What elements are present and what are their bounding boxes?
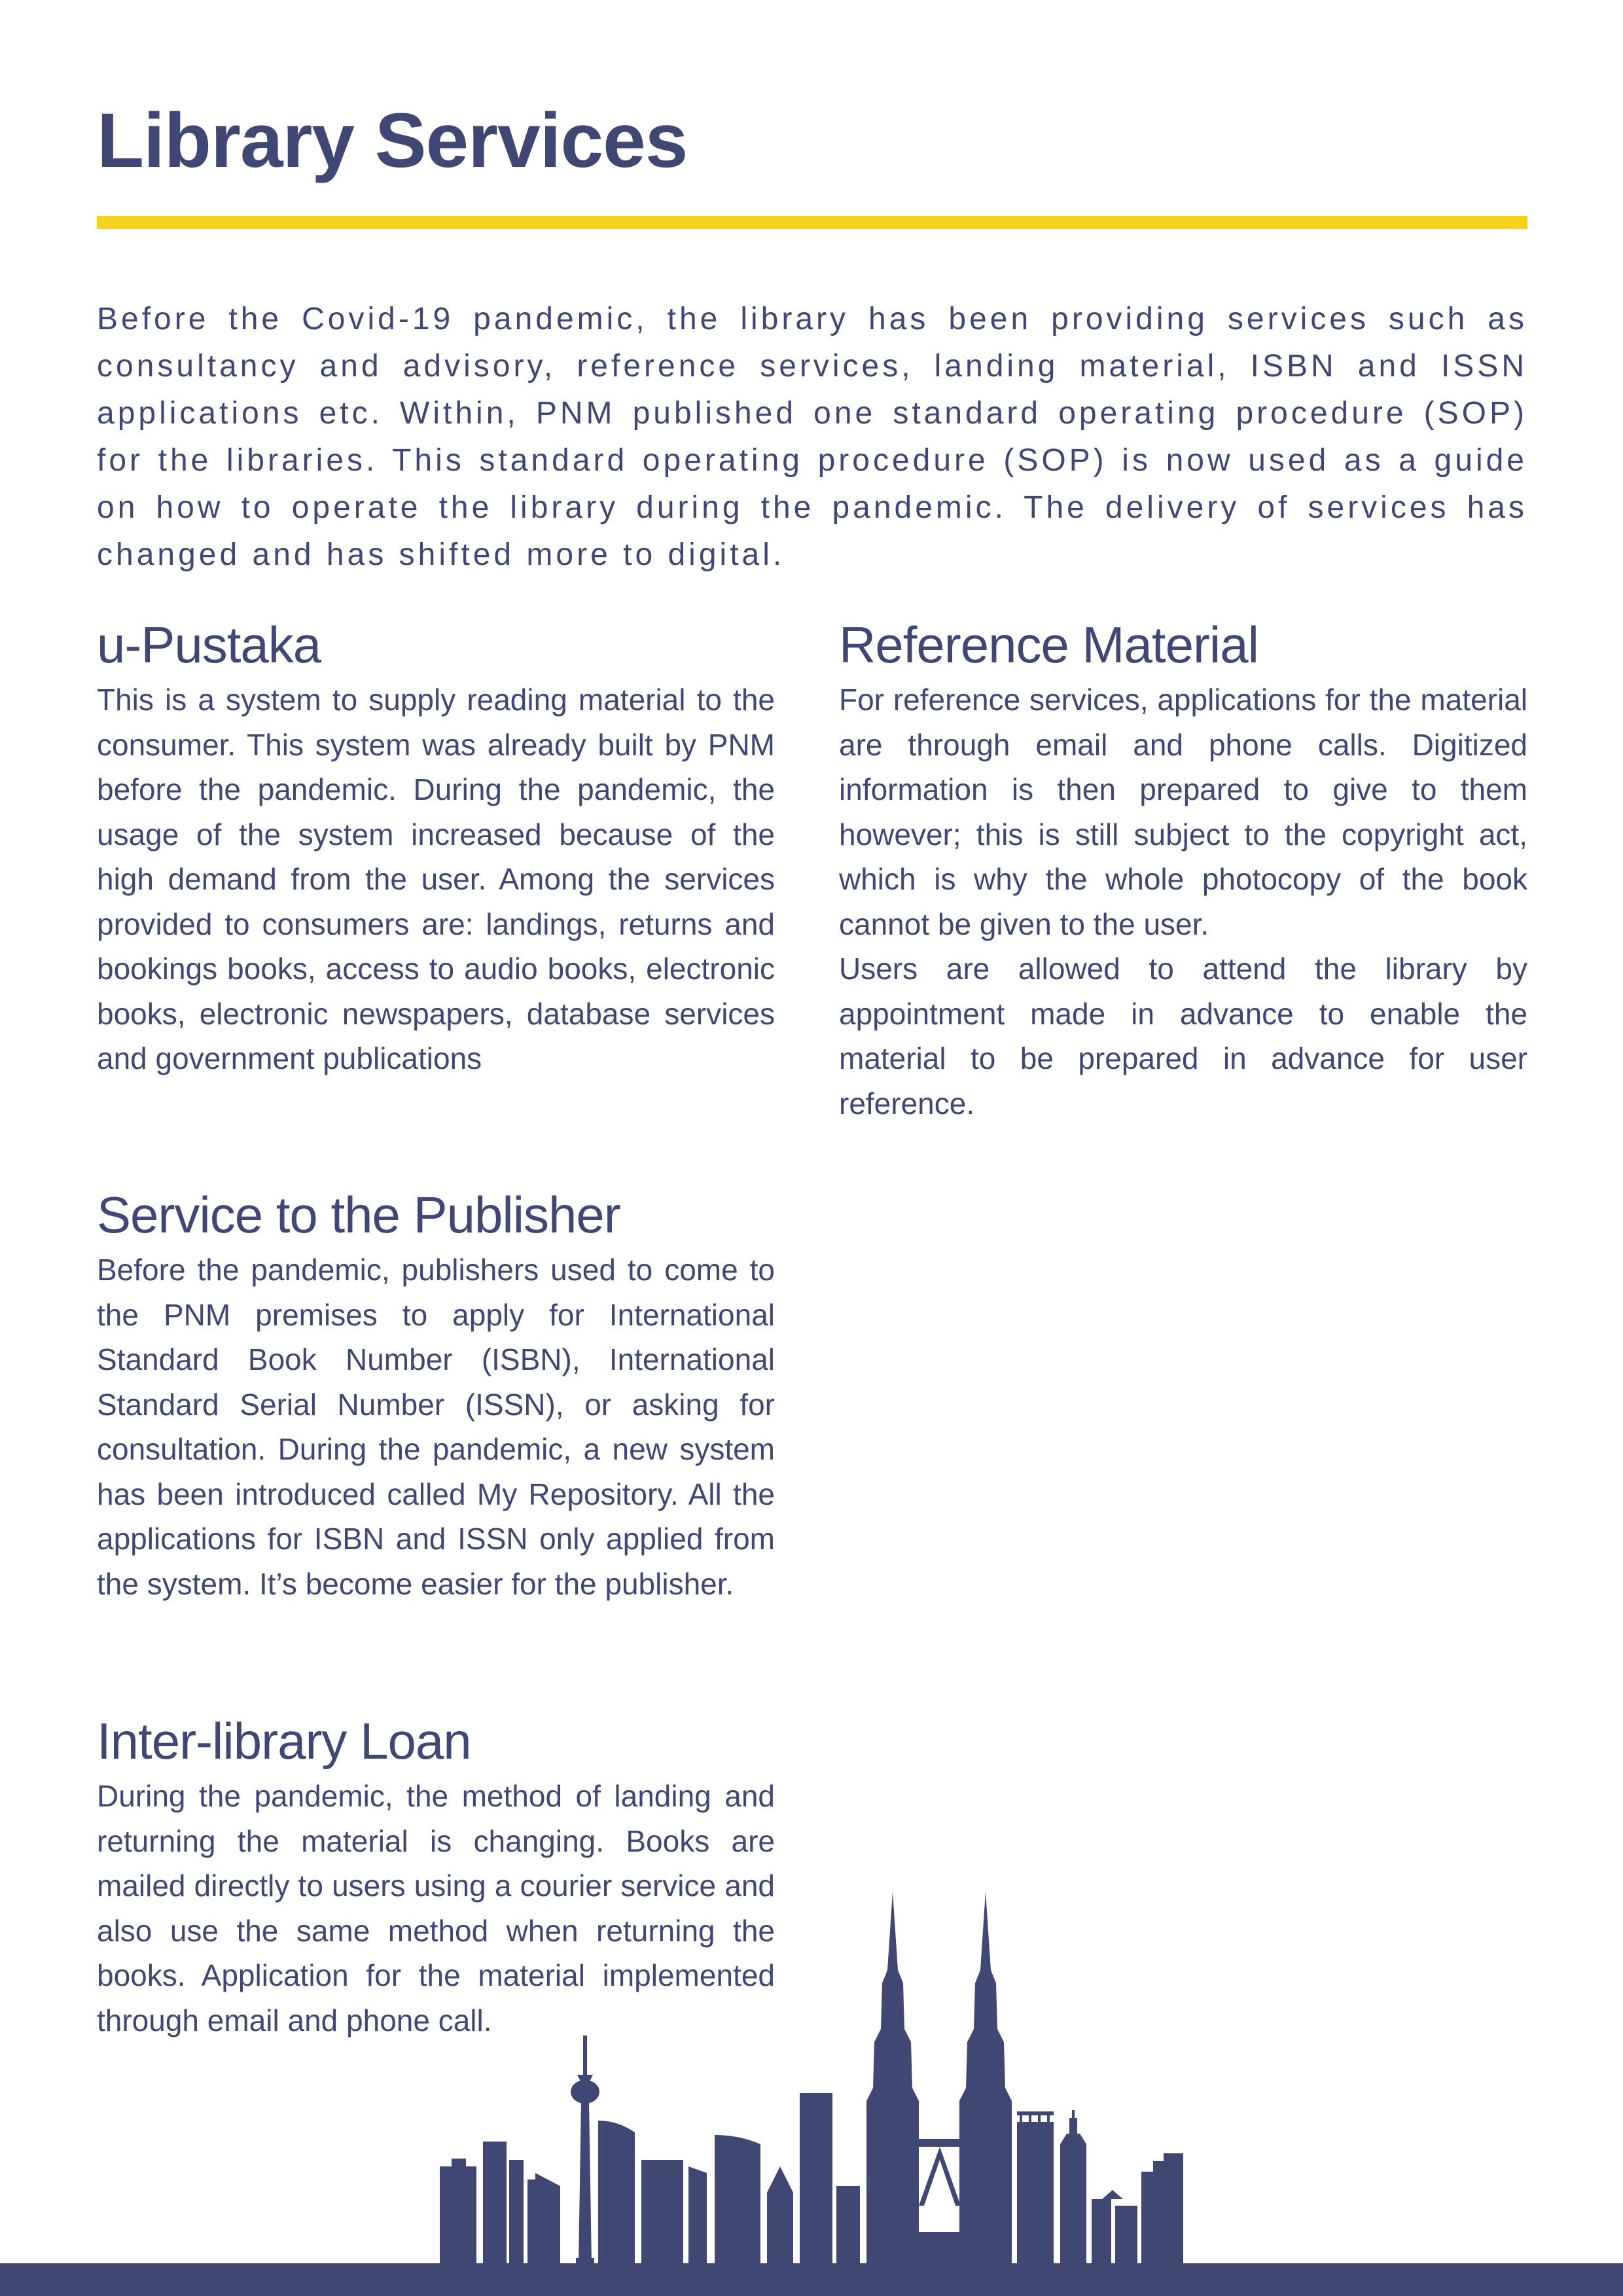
section-body: Before the pandemic, publishers used to come to the PNM premises to apply for International Standard Book Number (ISBN), International Standard Serial Number (ISSN), or asking for consultation. During the pandemic, a new system has been introduced called My Repository. All the applications for ISBN and ISSN only applied from the system. It’s become easier for the publisher. [97, 1253, 775, 1601]
section-body: Users are allowed to attend the library by appointment made in advance to enable the material to be prepared in advance for user reference. [839, 952, 1527, 1121]
section-u-pustaka [97, 612, 775, 1081]
section-heading: u-Pustaka [97, 616, 321, 673]
title-divider [97, 216, 1527, 229]
city-skyline-icon [0, 1892, 1623, 2296]
intro-paragraph: Before the Covid-19 pandemic, the library has been providing services such as consultancy and advisory, reference services, landing material, ISBN and ISSN applications etc. Within, PNM published one standard operating procedure (SOP) for the libraries. This standard operating procedure (SOP) is now used as a guide on how to operate the library during the pandemic. The delivery of services has changed and has shifted more to digital. [97, 302, 1527, 572]
section-service-to-publisher [97, 1182, 775, 1606]
section-reference-material [839, 612, 1527, 1126]
section-heading: Reference Material [839, 616, 1258, 673]
section-body: This is a system to supply reading material to the consumer. This system was already built by PNM before the pandemic. During the pandemic, the usage of the system increased because of the high demand from the user. Among the services provided to consumers are: landings, returns and bookings books, access to audio books, electronic books, electronic newspapers, database services and government publications [97, 683, 775, 1075]
page-title: Library Services [97, 98, 688, 184]
section-heading: Service to the Publisher [97, 1186, 620, 1244]
section-heading: Inter-library Loan [97, 1712, 471, 1770]
section-body: During the pandemic, the method of landing and returning the material is changing. Books are mailed directly to users using a courier service and also use the same method when returning the books. Application for the material implemented through email and phone call. [97, 1779, 775, 2037]
section-body: For reference services, applications for the material are through email and phone calls. Digitized information is then prepared to give to them however; this is still subject to the copyright act, which is why the whole photocopy of the book cannot be given to the user. [839, 683, 1527, 941]
